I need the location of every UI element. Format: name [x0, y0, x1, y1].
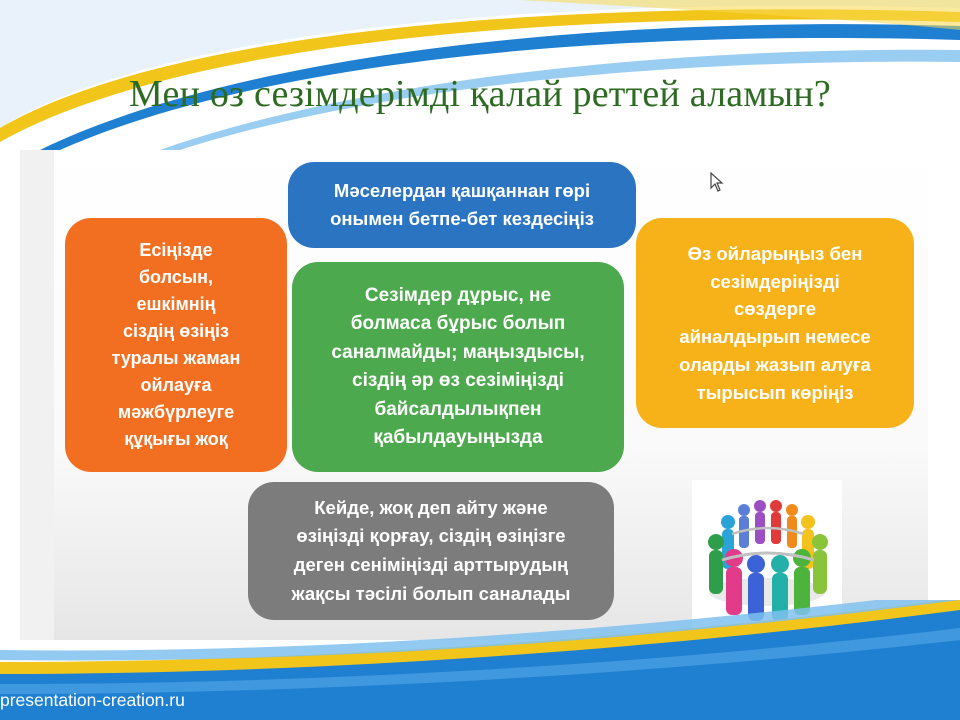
mouse-cursor-icon — [710, 172, 724, 192]
tip-box-green: Сезімдер дұрыс, не болмаса бұрыс болып саналмайды; маңыздысы, сіздің әр өз сезіміңізді байсалдылықпен қабылдауыңызда — [292, 262, 624, 472]
embedded-screenshot-panel — [20, 150, 928, 640]
tip-box-gray: Кейде, жоқ деп айту және өзіңізді қорғау, сіздің өзіңізге деген сеніміңізді арттырудың жақсы тәсілі болып саналады — [248, 482, 614, 620]
panel-left-strip — [20, 150, 54, 640]
footer-website[interactable]: presentation-creation.ru — [0, 690, 185, 710]
tip-box-blue: Мәселердан қашқаннан гөрі онымен бетпе-бет кездесіңіз — [288, 162, 636, 248]
tip-box-orange: Есіңізде болсын, ешкімнің сіздің өзіңіз туралы жаман ойлауға мәжбүрлеуге құқығы жоқ — [65, 218, 287, 472]
tip-box-yellow: Өз ойларыңыз бен сезімдеріңізді сөздерге айналдырып немесе оларды жазып алуға тырысып көріңіз — [636, 218, 914, 428]
slide-title: Мен өз сезімдерімді қалай реттей аламын? — [129, 73, 831, 115]
